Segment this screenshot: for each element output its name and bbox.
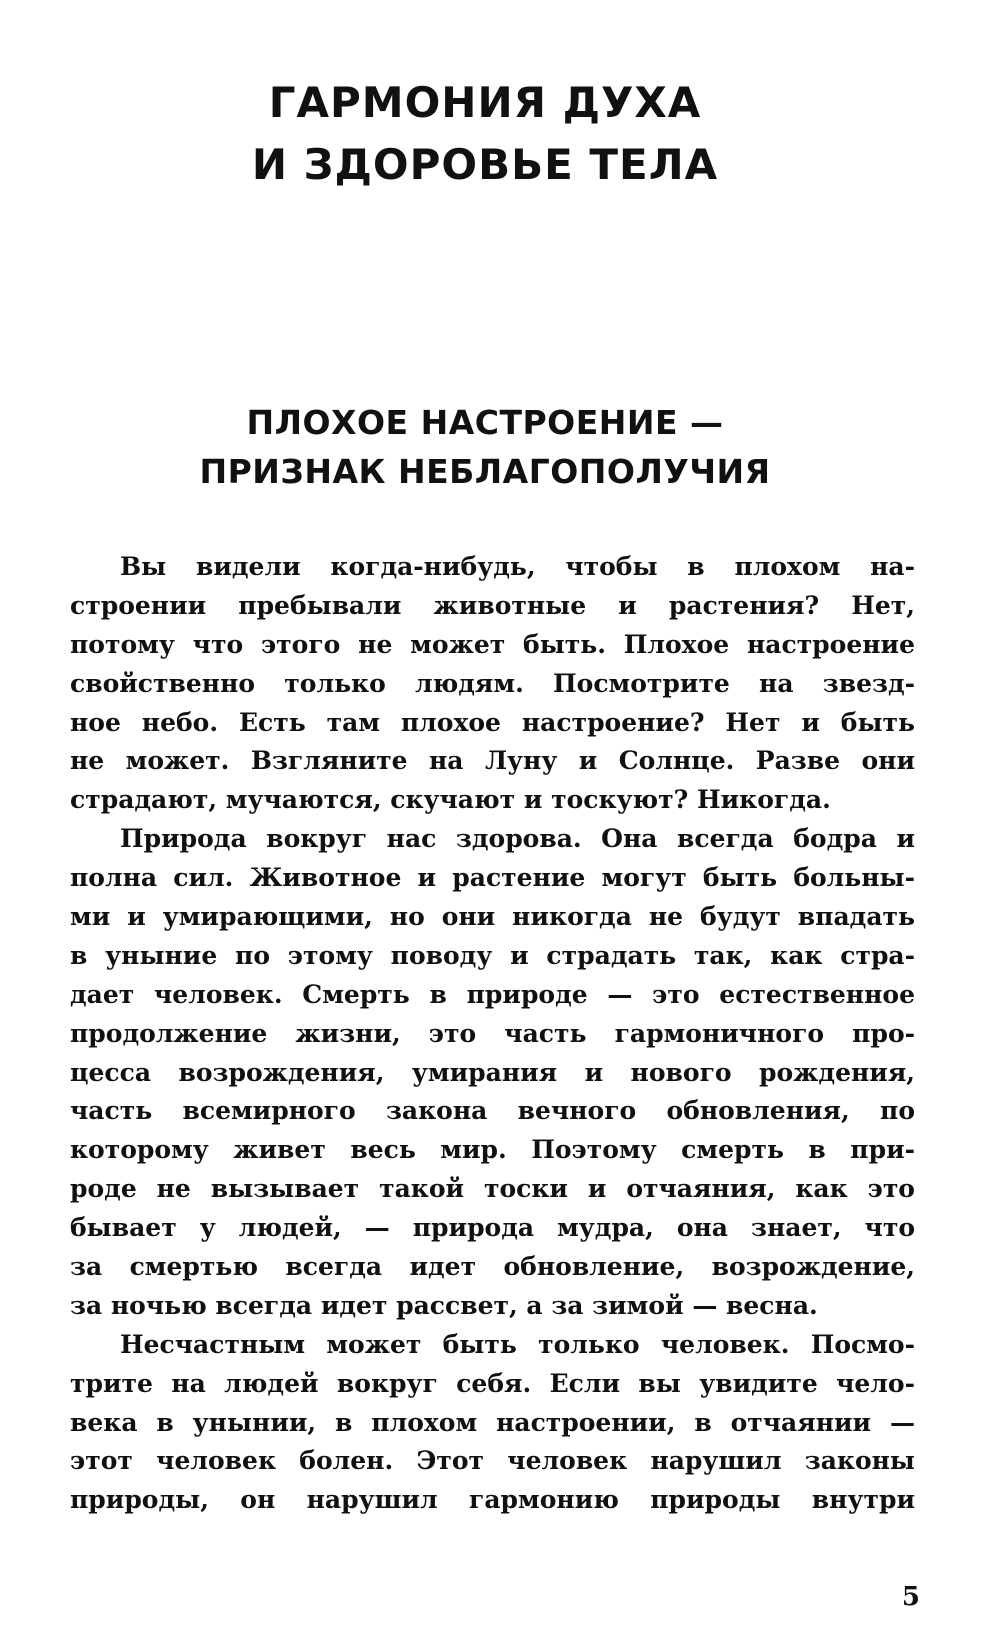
text-line: строении пребывали животные и растения? Нет, <box>70 590 915 620</box>
text-line: ное небо. Есть там плохое настроение? Нет и быть <box>70 707 915 737</box>
text-line: не может. Взгляните на Луну и Солнце. Разве они <box>70 746 915 776</box>
text-line: Несчастным может быть только человек. Посмо- <box>120 1329 915 1359</box>
text-line: роде не вызывает такой тоски и отчаяния, как это <box>70 1174 915 1204</box>
text-line: века в унынии, в плохом настроении, в отчаянии — <box>70 1407 915 1437</box>
text-line: за ночью всегда идет рассвет, а за зимой — весна. <box>70 1290 818 1320</box>
text-line: этот человек болен. Этот человек нарушил законы <box>70 1446 915 1476</box>
text-line: трите на людей вокруг себя. Если вы увидите чело- <box>70 1368 915 1398</box>
text-line: бывает у людей, — природа мудра, она знает, что <box>70 1213 915 1243</box>
text-line: свойственно только людям. Посмотрите на звезд- <box>70 668 915 698</box>
text-line: часть всемирного закона вечного обновления, по <box>70 1096 915 1126</box>
section-title-line-2: ПРИЗНАК НЕБЛАГОПОЛУЧИЯ <box>199 452 771 491</box>
chapter-title-line-2: И ЗДОРОВЬЕ ТЕЛА <box>251 140 719 189</box>
text-line: полна сил. Животное и растение могут быть больны- <box>70 863 915 893</box>
paragraph-2 <box>70 820 915 1326</box>
paragraph-1 <box>70 548 915 820</box>
page-number: 5 <box>901 1582 920 1612</box>
text-line: Вы видели когда-нибудь, чтобы в плохом на- <box>120 552 915 581</box>
text-line: дает человек. Смерть в природе — это естественное <box>70 979 915 1009</box>
text-line: ми и умирающими, но они никогда не будут впадать <box>70 902 915 932</box>
text-line: в уныние по этому поводу и страдать так, как стра- <box>70 940 915 970</box>
text-line: которому живет весь мир. Поэтому смерть в при- <box>70 1135 915 1165</box>
section-title <box>0 398 970 496</box>
text-line: продолжение жизни, это часть гармоничного про- <box>70 1018 915 1048</box>
section-title-line-1: ПЛОХОЕ НАСТРОЕНИЕ — <box>246 403 724 442</box>
text-line: страдают, мучаются, скучают и тоскуют? Никогда. <box>70 785 831 815</box>
chapter-title <box>0 72 970 196</box>
text-line: природы, он нарушил гармонию природы внутри <box>70 1485 915 1515</box>
text-line: потому что этого не может быть. Плохое настроение <box>70 629 915 659</box>
text-line: за смертью всегда идет обновление, возрождение, <box>70 1252 915 1282</box>
body-text <box>70 548 915 1520</box>
chapter-title-line-1: ГАРМОНИЯ ДУХА <box>268 78 702 127</box>
paragraph-3 <box>70 1326 915 1520</box>
text-line: Природа вокруг нас здорова. Она всегда бодра и <box>120 824 915 854</box>
text-line: цесса возрождения, умирания и нового рождения, <box>70 1057 915 1087</box>
